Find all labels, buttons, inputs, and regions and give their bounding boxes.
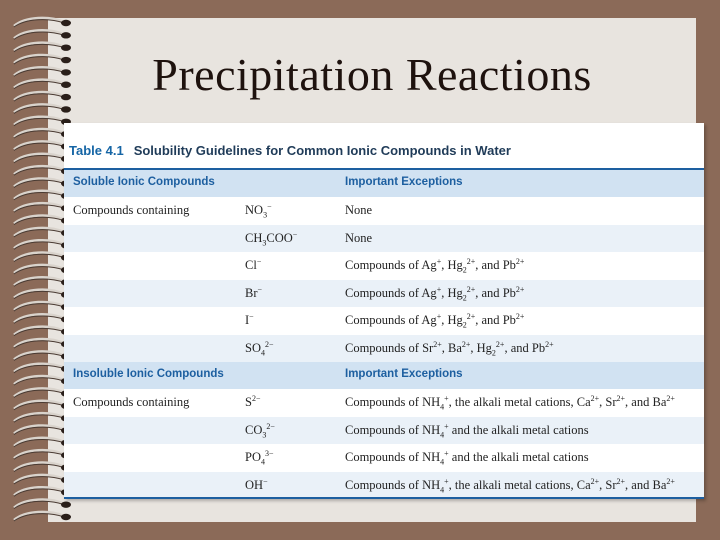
and-word: and — [481, 313, 500, 327]
exception-text: Compounds of Ag+, $Hg_2^{2+}$, and $Pb^{2+}$ — [345, 311, 525, 330]
spiral-ring — [14, 364, 64, 372]
spiral-ring — [14, 401, 64, 409]
table-bottom-rule — [64, 497, 704, 499]
slide-title-main: Precipitation — [152, 49, 394, 100]
spiral-ring — [14, 314, 64, 322]
table-row — [64, 389, 704, 417]
spiral-ring — [14, 450, 64, 458]
spiral-ring — [14, 277, 64, 285]
spiral-ring — [14, 228, 64, 236]
compounds-of-label: Compounds of — [345, 258, 419, 272]
spiral-hole — [61, 20, 71, 26]
spiral-ring — [14, 290, 64, 298]
spiral-ring — [14, 104, 64, 112]
compounds-of-label: Compounds of — [345, 340, 419, 355]
and-word: and — [451, 422, 470, 437]
compounds-of-label: Compounds of — [345, 477, 419, 492]
solubility-table — [64, 123, 704, 499]
spiral-ring — [14, 327, 64, 335]
spiral-ring — [14, 178, 64, 186]
ion-chloride: Cl− — [245, 256, 262, 272]
exception-none: None — [345, 230, 373, 245]
spiral-ring — [14, 141, 64, 149]
exceptions-header: Important Exceptions — [345, 368, 463, 380]
spiral-ring — [14, 500, 64, 508]
exception-text: Compounds of $NH_4^+$, the alkali metal cations, $Ca^{2+}$, $Sr^{2+}$, and $Ba^{2+}$ — [345, 476, 675, 494]
ion-sulfate: $SO_4^{2-}$ — [245, 339, 274, 357]
spiral-ring — [14, 154, 64, 162]
spiral-ring — [14, 388, 64, 396]
and-word: and — [631, 477, 650, 492]
compounds-of-label: Compounds of — [345, 313, 419, 327]
and-word: and — [510, 340, 529, 355]
ion-phosphate: $PO_4^{3-}$ — [245, 448, 274, 467]
table-row — [64, 417, 704, 445]
spiral-ring — [14, 166, 64, 174]
table-caption-text: Solubility Guidelines for Common Ionic Compounds in Water — [133, 143, 511, 158]
ion-nitrate: $NO_3^-$ — [245, 201, 272, 220]
ion-hydroxide: OH− — [245, 476, 268, 492]
spiral-ring — [14, 339, 64, 347]
table-row — [64, 197, 704, 225]
table-row — [64, 472, 704, 500]
ion-carbonate: $CO_3^{2-}$ — [245, 421, 275, 439]
spiral-ring — [14, 475, 64, 483]
spiral-ring — [14, 425, 64, 433]
table-row — [64, 280, 704, 308]
and-word: and — [451, 450, 470, 464]
spiral-hole — [61, 501, 71, 507]
compounds-of-label: Compounds of — [345, 285, 419, 300]
spiral-ring — [14, 30, 64, 38]
and-word: and — [631, 395, 650, 409]
exception-text: Compounds of $NH_4^+$ and the alkali metal cations — [345, 448, 589, 467]
spiral-ring — [14, 463, 64, 471]
ion-acetate: $CH_3COO^-$ — [245, 229, 298, 247]
spiral-ring — [14, 512, 64, 520]
spiral-ring — [14, 191, 64, 199]
table-row — [64, 444, 704, 472]
spiral-ring — [14, 117, 64, 125]
compounds-of-label: Compounds of — [345, 395, 419, 409]
soluble-header: Soluble Ionic Compounds — [73, 176, 215, 188]
soluble-header-row — [64, 170, 704, 197]
spiral-ring — [14, 376, 64, 384]
spiral-ring — [14, 203, 64, 211]
exception-text: Compounds of Ag+, $Hg_2^{2+}$, and $Pb^{2+}$ — [345, 284, 525, 302]
exceptions-header: Important Exceptions — [345, 176, 463, 188]
spiral-ring — [14, 240, 64, 248]
slide-title-rest: Reactions — [405, 49, 592, 100]
slide-title — [48, 48, 696, 101]
compounds-of-label: Compounds of — [345, 450, 419, 464]
spiral-ring — [14, 438, 64, 446]
table-row — [64, 335, 704, 363]
compounds-containing-label: Compounds containing — [73, 203, 190, 217]
spiral-ring — [14, 253, 64, 261]
exception-none: None — [345, 203, 373, 217]
spiral-ring — [14, 413, 64, 421]
exception-text: Compounds of $Sr^{2+}$, $Ba^{2+}$, $Hg_2^{2+}$, and $Pb^{2+}$ — [345, 339, 554, 357]
ion-iodide: I− — [245, 311, 254, 327]
ion-sulfide: $S^{2-}$ — [245, 393, 261, 409]
spiral-ring — [14, 129, 64, 137]
exception-text: Compounds of $NH_4^+$, the alkali metal cations, $Ca^{2+}$, $Sr^{2+}$, and $Ba^{2+}$ — [345, 393, 675, 412]
table-row — [64, 307, 704, 335]
table-row — [64, 252, 704, 280]
spiral-ring — [14, 487, 64, 495]
spiral-hole — [61, 514, 71, 520]
exception-text: Compounds of Ag+, $Hg_2^{2+}$, and $Pb^{2+}$ — [345, 256, 525, 275]
compounds-containing-label: Compounds containing — [73, 395, 190, 409]
table-number: Table 4.1 — [69, 143, 124, 158]
spiral-hole — [61, 106, 71, 112]
spiral-ring — [14, 351, 64, 359]
compounds-of-label: Compounds of — [345, 422, 419, 437]
spiral-ring — [14, 265, 64, 273]
insoluble-header-row — [64, 362, 704, 389]
ion-bromide: Br− — [245, 284, 263, 300]
and-word: and — [481, 258, 500, 272]
insoluble-header: Insoluble Ionic Compounds — [73, 368, 224, 380]
spiral-ring — [14, 216, 64, 224]
spiral-ring — [14, 18, 64, 26]
spiral-ring — [14, 302, 64, 310]
and-word: and — [481, 285, 500, 300]
table-caption — [69, 143, 704, 158]
table-row — [64, 225, 704, 253]
spiral-hole — [61, 32, 71, 38]
exception-text: Compounds of $NH_4^+$ and the alkali metal cations — [345, 421, 589, 439]
